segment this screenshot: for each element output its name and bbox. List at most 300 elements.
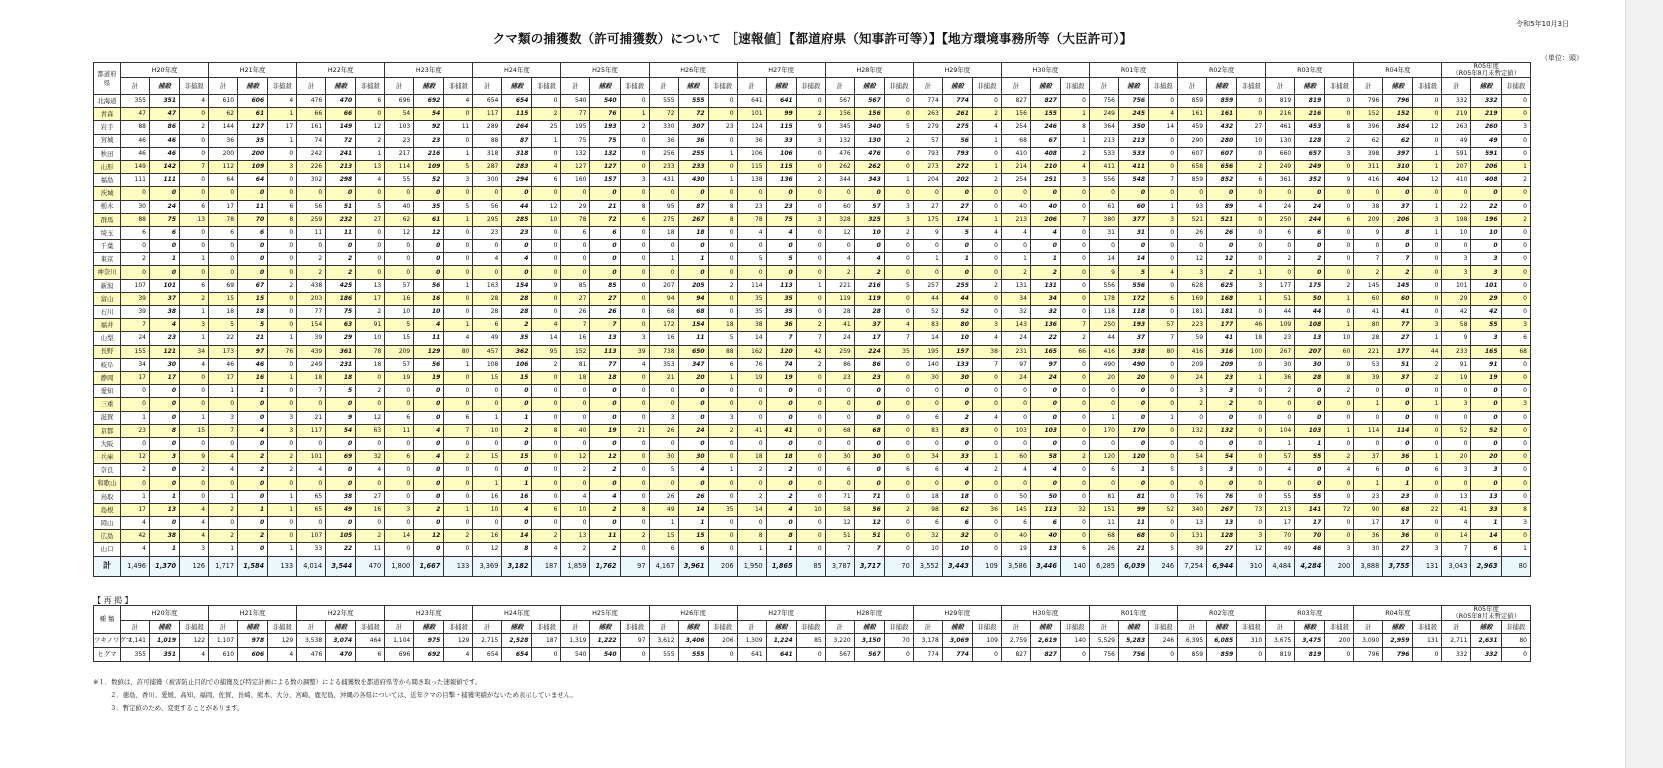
- nonlethal-cell: 0: [708, 451, 737, 464]
- killed-cell: 4: [1030, 464, 1060, 477]
- nonlethal-cell: 1: [1413, 200, 1442, 213]
- nonlethal-cell: 2: [1325, 134, 1354, 147]
- total-cell: 254: [1001, 174, 1030, 187]
- nonlethal-cell: 14: [532, 332, 561, 345]
- total-cell: 195: [561, 121, 590, 134]
- table-row: [94, 398, 1531, 411]
- killed-cell: 1: [149, 253, 179, 266]
- nonlethal-cell: 0: [356, 437, 385, 450]
- total-cell: 19: [1442, 371, 1471, 384]
- total-cell: 1: [1089, 411, 1118, 424]
- nonlethal-cell: 0: [708, 134, 737, 147]
- total-cell: 521: [1178, 213, 1207, 226]
- recap-row: [94, 648, 1531, 662]
- killed-cell: 13: [149, 503, 179, 516]
- nonlethal-cell: 0: [1060, 266, 1089, 279]
- total-cell: 416: [1178, 345, 1207, 358]
- total-cell: 0: [913, 398, 942, 411]
- killed-cell: 103: [1030, 424, 1060, 437]
- killed-cell: 97: [1030, 358, 1060, 371]
- nonlethal-cell: 76: [268, 345, 297, 358]
- nonlethal-cell: 0: [972, 437, 1001, 450]
- nonlethal-cell: 0: [1413, 306, 1442, 319]
- year-label: H20年度: [151, 608, 178, 617]
- killed-cell: 29: [1471, 292, 1501, 305]
- total-cell: 0: [1178, 240, 1207, 253]
- nonlethal-cell: 0: [1325, 253, 1354, 266]
- killed-cell: 0: [766, 187, 796, 200]
- total-cell: 68: [825, 424, 854, 437]
- total-cell: 756: [1089, 95, 1118, 108]
- nonlethal-header: 非捕殺: [1325, 621, 1354, 634]
- nonlethal-cell: 2: [620, 121, 649, 134]
- total-cell: 175: [913, 213, 942, 226]
- total-cell: 10: [385, 306, 414, 319]
- killed-cell: 4,284: [1295, 556, 1325, 576]
- killed-cell: 57: [854, 200, 884, 213]
- nonlethal-cell: 2: [796, 108, 825, 121]
- killed-cell: 89: [1207, 200, 1237, 213]
- total-cell: 311: [1354, 160, 1383, 173]
- nonlethal-cell: 0: [268, 306, 297, 319]
- nonlethal-cell: 2: [180, 464, 209, 477]
- killed-cell: 3: [1471, 266, 1501, 279]
- nonlethal-cell: 0: [1501, 292, 1531, 305]
- recap-year-header: [561, 606, 649, 621]
- killed-cell: 23: [766, 200, 796, 213]
- total-cell: 0: [1354, 187, 1383, 200]
- nonlethal-cell: 0: [532, 464, 561, 477]
- total-cell: 0: [1354, 437, 1383, 450]
- nonlethal-cell: 1: [268, 332, 297, 345]
- total-cell: 53: [1354, 358, 1383, 371]
- killed-cell: 10: [942, 543, 972, 556]
- total-header: 計: [561, 621, 590, 634]
- killed-cell: 0: [414, 411, 444, 424]
- killed-cell: 28: [502, 306, 532, 319]
- total-cell: 6: [649, 543, 678, 556]
- killed-cell: 35: [766, 306, 796, 319]
- killed-cell: 232: [326, 213, 356, 226]
- nonlethal-cell: 3: [1237, 279, 1266, 292]
- nonlethal-cell: 0: [1237, 424, 1266, 437]
- nonlethal-cell: 1: [1060, 134, 1089, 147]
- killed-cell: 56: [854, 503, 884, 516]
- killed-cell: 24: [1295, 200, 1325, 213]
- nonlethal-cell: 0: [708, 108, 737, 121]
- killed-cell: 0: [942, 477, 972, 490]
- killed-cell: 68: [1383, 503, 1413, 516]
- killed-header: 捕殺: [678, 621, 708, 634]
- total-cell: 16: [561, 332, 590, 345]
- killed-cell: 131: [1030, 279, 1060, 292]
- killed-cell: 0: [149, 437, 179, 450]
- total-cell: 476: [825, 147, 854, 160]
- killed-cell: 12: [414, 226, 444, 239]
- total-cell: 610: [209, 95, 238, 108]
- nonlethal-cell: 9: [796, 121, 825, 134]
- killed-cell: 264: [502, 121, 532, 134]
- nonlethal-cell: 42: [796, 345, 825, 358]
- killed-cell: 206: [1383, 213, 1413, 226]
- total-cell: 10: [913, 543, 942, 556]
- total-cell: 0: [737, 411, 766, 424]
- total-cell: 0: [120, 398, 149, 411]
- total-cell: 5: [385, 319, 414, 332]
- killed-cell: 23: [414, 134, 444, 147]
- footnote-3: ３．暫定値のため、変更することがあります。: [110, 704, 244, 712]
- total-cell: 607: [1178, 147, 1207, 160]
- killed-header: 捕殺: [1207, 621, 1237, 634]
- total-cell: 16: [473, 490, 502, 503]
- killed-cell: 0: [414, 543, 444, 556]
- total-cell: 6: [561, 226, 590, 239]
- killed-cell: 33: [942, 451, 972, 464]
- nonlethal-cell: 0: [620, 490, 649, 503]
- nonlethal-cell: 0: [180, 147, 209, 160]
- killed-cell: 2: [238, 464, 268, 477]
- total-cell: 4: [1442, 517, 1471, 530]
- killed-cell: 1,370: [149, 556, 179, 576]
- killed-cell: 0: [149, 187, 179, 200]
- total-cell: 1: [1266, 437, 1295, 450]
- killed-cell: 24: [149, 200, 179, 213]
- killed-cell: 567: [854, 95, 884, 108]
- main-year-header: [1442, 63, 1531, 78]
- nonlethal-cell: 0: [620, 411, 649, 424]
- killed-cell: 15: [678, 530, 708, 543]
- nonlethal-cell: 0: [180, 398, 209, 411]
- nonlethal-cell: 0: [972, 517, 1001, 530]
- nonlethal-cell: 0: [708, 266, 737, 279]
- killed-header: 捕殺: [326, 78, 356, 95]
- total-cell: 56: [297, 200, 326, 213]
- total-cell: 131: [1001, 279, 1030, 292]
- total-cell: 7: [1442, 543, 1471, 556]
- nonlethal-header: 非捕殺: [1501, 78, 1531, 95]
- total-cell: 461: [1266, 121, 1295, 134]
- killed-cell: 0: [590, 437, 620, 450]
- killed-cell: 408: [1030, 147, 1060, 160]
- killed-cell: 67: [1030, 134, 1060, 147]
- killed-cell: 3,443: [942, 556, 972, 576]
- killed-cell: 0: [238, 437, 268, 450]
- total-cell: 29: [1442, 292, 1471, 305]
- total-cell: 0: [913, 437, 942, 450]
- killed-cell: 51: [1383, 358, 1413, 371]
- killed-cell: 69: [326, 451, 356, 464]
- nonlethal-cell: 0: [796, 226, 825, 239]
- killed-cell: 26: [678, 490, 708, 503]
- total-cell: 226: [297, 160, 326, 173]
- nonlethal-cell: 0: [708, 437, 737, 450]
- total-header: 計: [825, 78, 854, 95]
- total-cell: 654: [473, 648, 502, 662]
- row-label: 静岡: [94, 371, 121, 384]
- killed-cell: 68: [854, 424, 884, 437]
- total-cell: 80: [1354, 319, 1383, 332]
- total-cell: 3,888: [1354, 556, 1383, 576]
- total-cell: 23: [1266, 332, 1295, 345]
- killed-cell: 6,039: [1119, 556, 1149, 576]
- total-cell: 355: [120, 95, 149, 108]
- total-cell: 213: [1001, 213, 1030, 226]
- nonlethal-cell: 18: [1237, 332, 1266, 345]
- nonlethal-cell: 0: [620, 160, 649, 173]
- killed-cell: 54: [414, 108, 444, 121]
- nonlethal-cell: 0: [1237, 187, 1266, 200]
- killed-cell: 0: [502, 266, 532, 279]
- recap-year-header: [649, 606, 737, 621]
- nonlethal-cell: 85: [796, 634, 825, 648]
- total-cell: 74: [297, 134, 326, 147]
- total-cell: 69: [209, 279, 238, 292]
- recap-year-header: [737, 606, 825, 621]
- nonlethal-cell: 129: [444, 634, 473, 648]
- table-row: [94, 279, 1531, 292]
- row-label: 宮城: [94, 134, 121, 147]
- killed-cell: 26: [590, 306, 620, 319]
- killed-cell: 0: [326, 477, 356, 490]
- killed-header: 捕殺: [1295, 621, 1325, 634]
- nonlethal-header: 非捕殺: [796, 78, 825, 95]
- nonlethal-cell: 0: [884, 385, 913, 398]
- total-cell: 0: [561, 187, 590, 200]
- killed-cell: 352: [1295, 174, 1325, 187]
- total-cell: 36: [209, 134, 238, 147]
- row-label: 鳥取: [94, 490, 121, 503]
- total-cell: 1: [209, 385, 238, 398]
- nonlethal-cell: 0: [708, 160, 737, 173]
- killed-cell: 0: [1119, 411, 1149, 424]
- total-cell: 8: [737, 530, 766, 543]
- total-cell: 41: [737, 424, 766, 437]
- total-cell: 249: [1089, 108, 1118, 121]
- total-cell: 796: [1354, 95, 1383, 108]
- total-cell: 3: [1442, 253, 1471, 266]
- killed-cell: 0: [326, 398, 356, 411]
- nonlethal-header: 非捕殺: [1413, 621, 1442, 634]
- killed-cell: 6: [238, 226, 268, 239]
- year-label: R05年度: [1473, 62, 1499, 70]
- nonlethal-cell: 12: [1413, 121, 1442, 134]
- nonlethal-cell: 0: [1149, 437, 1178, 450]
- total-cell: 267: [1266, 345, 1295, 358]
- total-cell: 44: [1089, 332, 1118, 345]
- recap-header-row: [94, 606, 1531, 621]
- nonlethal-cell: 18: [708, 319, 737, 332]
- killed-cell: 40: [1030, 200, 1060, 213]
- total-cell: 0: [297, 398, 326, 411]
- total-cell: 0: [561, 240, 590, 253]
- killed-cell: 0: [414, 266, 444, 279]
- killed-cell: 0: [414, 240, 444, 253]
- row-label: 東京: [94, 253, 121, 266]
- year-label: H22年度: [327, 65, 354, 74]
- total-cell: 39: [297, 332, 326, 345]
- killed-cell: 384: [1383, 121, 1413, 134]
- total-cell: 173: [209, 345, 238, 358]
- row-label: 岩手: [94, 121, 121, 134]
- killed-cell: 92: [414, 121, 444, 134]
- year-label: H26年度: [680, 608, 706, 617]
- total-cell: 3,090: [1354, 634, 1383, 648]
- total-cell: 108: [473, 358, 502, 371]
- table-row: [94, 134, 1531, 147]
- nonlethal-cell: 0: [532, 226, 561, 239]
- total-cell: 101: [297, 451, 326, 464]
- killed-cell: 24: [1030, 371, 1060, 384]
- killed-cell: 14: [678, 503, 708, 516]
- total-header: 計: [1354, 621, 1383, 634]
- nonlethal-cell: 129: [268, 634, 297, 648]
- total-cell: 6,395: [1178, 634, 1207, 648]
- killed-header: 捕殺: [326, 621, 356, 634]
- killed-cell: 76: [1207, 490, 1237, 503]
- total-row-label: 計: [94, 556, 121, 576]
- total-cell: 107: [297, 530, 326, 543]
- killed-cell: 17: [1295, 517, 1325, 530]
- row-label: ツキノワグマ: [94, 634, 121, 648]
- nonlethal-cell: 0: [268, 319, 297, 332]
- nonlethal-cell: 0: [1413, 424, 1442, 437]
- killed-cell: 0: [854, 411, 884, 424]
- killed-cell: 10: [1471, 226, 1501, 239]
- killed-cell: 774: [942, 95, 972, 108]
- nonlethal-header: 非捕殺: [1060, 78, 1089, 95]
- killed-cell: 351: [149, 95, 179, 108]
- killed-cell: 0: [942, 437, 972, 450]
- total-cell: 1: [913, 253, 942, 266]
- killed-cell: 827: [1030, 648, 1060, 662]
- killed-cell: 99: [1119, 503, 1149, 516]
- killed-header: 捕殺: [414, 621, 444, 634]
- nonlethal-cell: 0: [1413, 490, 1442, 503]
- total-cell: 250: [1089, 319, 1118, 332]
- killed-cell: 343: [854, 174, 884, 187]
- total-cell: 0: [1178, 187, 1207, 200]
- total-cell: 0: [209, 517, 238, 530]
- total-cell: 7: [120, 319, 149, 332]
- nonlethal-cell: 7: [1060, 319, 1089, 332]
- nonlethal-cell: 0: [1501, 147, 1531, 160]
- killed-cell: 54: [1207, 451, 1237, 464]
- nonlethal-cell: 0: [972, 147, 1001, 160]
- nonlethal-cell: 0: [1060, 279, 1089, 292]
- nonlethal-cell: 0: [1413, 266, 1442, 279]
- nonlethal-cell: 15: [180, 424, 209, 437]
- total-cell: 7: [1354, 253, 1383, 266]
- killed-cell: 819: [1295, 648, 1325, 662]
- nonlethal-cell: 0: [1237, 517, 1266, 530]
- nonlethal-cell: 0: [180, 174, 209, 187]
- nonlethal-cell: 2: [620, 530, 649, 543]
- nonlethal-cell: 0: [268, 477, 297, 490]
- total-cell: 3,043: [1442, 556, 1471, 576]
- killed-cell: 6: [1030, 517, 1060, 530]
- nonlethal-cell: 72: [1325, 503, 1354, 516]
- total-cell: 1: [1354, 398, 1383, 411]
- killed-cell: 796: [1383, 95, 1413, 108]
- nonlethal-cell: 1: [1237, 292, 1266, 305]
- total-cell: 14: [1442, 530, 1471, 543]
- total-cell: 27: [561, 292, 590, 305]
- total-cell: 38: [737, 319, 766, 332]
- nonlethal-cell: 0: [356, 371, 385, 384]
- nonlethal-header: 非捕殺: [1501, 621, 1531, 634]
- nonlethal-cell: 4: [268, 648, 297, 662]
- total-cell: 1,141: [120, 634, 149, 648]
- nonlethal-cell: 6: [1325, 213, 1354, 226]
- total-cell: 0: [737, 517, 766, 530]
- total-cell: 0: [473, 385, 502, 398]
- nonlethal-cell: 0: [356, 398, 385, 411]
- total-cell: 24: [1001, 332, 1030, 345]
- total-cell: 28: [473, 306, 502, 319]
- killed-cell: 0: [590, 385, 620, 398]
- killed-cell: 2: [238, 530, 268, 543]
- total-cell: 115: [737, 160, 766, 173]
- nonlethal-cell: 0: [884, 240, 913, 253]
- nonlethal-cell: 0: [884, 398, 913, 411]
- nonlethal-cell: 1: [884, 174, 913, 187]
- killed-cell: 0: [942, 266, 972, 279]
- killed-cell: 0: [590, 411, 620, 424]
- total-cell: 827: [1001, 648, 1030, 662]
- total-cell: 0: [1001, 398, 1030, 411]
- nonlethal-cell: 0: [444, 543, 473, 556]
- killed-cell: 0: [1471, 187, 1501, 200]
- table-row: [94, 530, 1531, 543]
- total-cell: 0: [385, 240, 414, 253]
- main-first-col-header: 都道府県: [94, 63, 121, 95]
- killed-cell: 36: [1383, 451, 1413, 464]
- total-cell: 12: [473, 543, 502, 556]
- killed-cell: 128: [1207, 530, 1237, 543]
- total-cell: 34: [913, 451, 942, 464]
- total-cell: 4,014: [297, 556, 326, 576]
- nonlethal-cell: 0: [1325, 160, 1354, 173]
- nonlethal-cell: 0: [620, 371, 649, 384]
- killed-cell: 16: [414, 292, 444, 305]
- total-cell: 26: [649, 490, 678, 503]
- nonlethal-cell: 200: [1325, 556, 1354, 576]
- killed-cell: 0: [766, 385, 796, 398]
- nonlethal-cell: 0: [532, 292, 561, 305]
- nonlethal-cell: 70: [884, 556, 913, 576]
- nonlethal-cell: 6: [180, 200, 209, 213]
- nonlethal-cell: 1: [356, 147, 385, 160]
- nonlethal-cell: 0: [796, 411, 825, 424]
- nonlethal-cell: 6: [1237, 174, 1266, 187]
- table-row: [94, 174, 1531, 187]
- killed-cell: 155: [1030, 108, 1060, 121]
- nonlethal-cell: 1: [972, 160, 1001, 173]
- nonlethal-cell: 0: [708, 648, 737, 662]
- killed-cell: 10: [942, 332, 972, 345]
- killed-cell: 213: [1119, 134, 1149, 147]
- killed-cell: 0: [1207, 437, 1237, 450]
- killed-cell: 3,182: [502, 556, 532, 576]
- killed-cell: 18: [942, 490, 972, 503]
- total-cell: 35: [737, 306, 766, 319]
- nonlethal-cell: 4: [972, 226, 1001, 239]
- killed-cell: 0: [1383, 385, 1413, 398]
- nonlethal-cell: 73: [1237, 503, 1266, 516]
- killed-cell: 4: [766, 226, 796, 239]
- nonlethal-cell: 109: [972, 556, 1001, 576]
- total-header: 計: [1089, 78, 1118, 95]
